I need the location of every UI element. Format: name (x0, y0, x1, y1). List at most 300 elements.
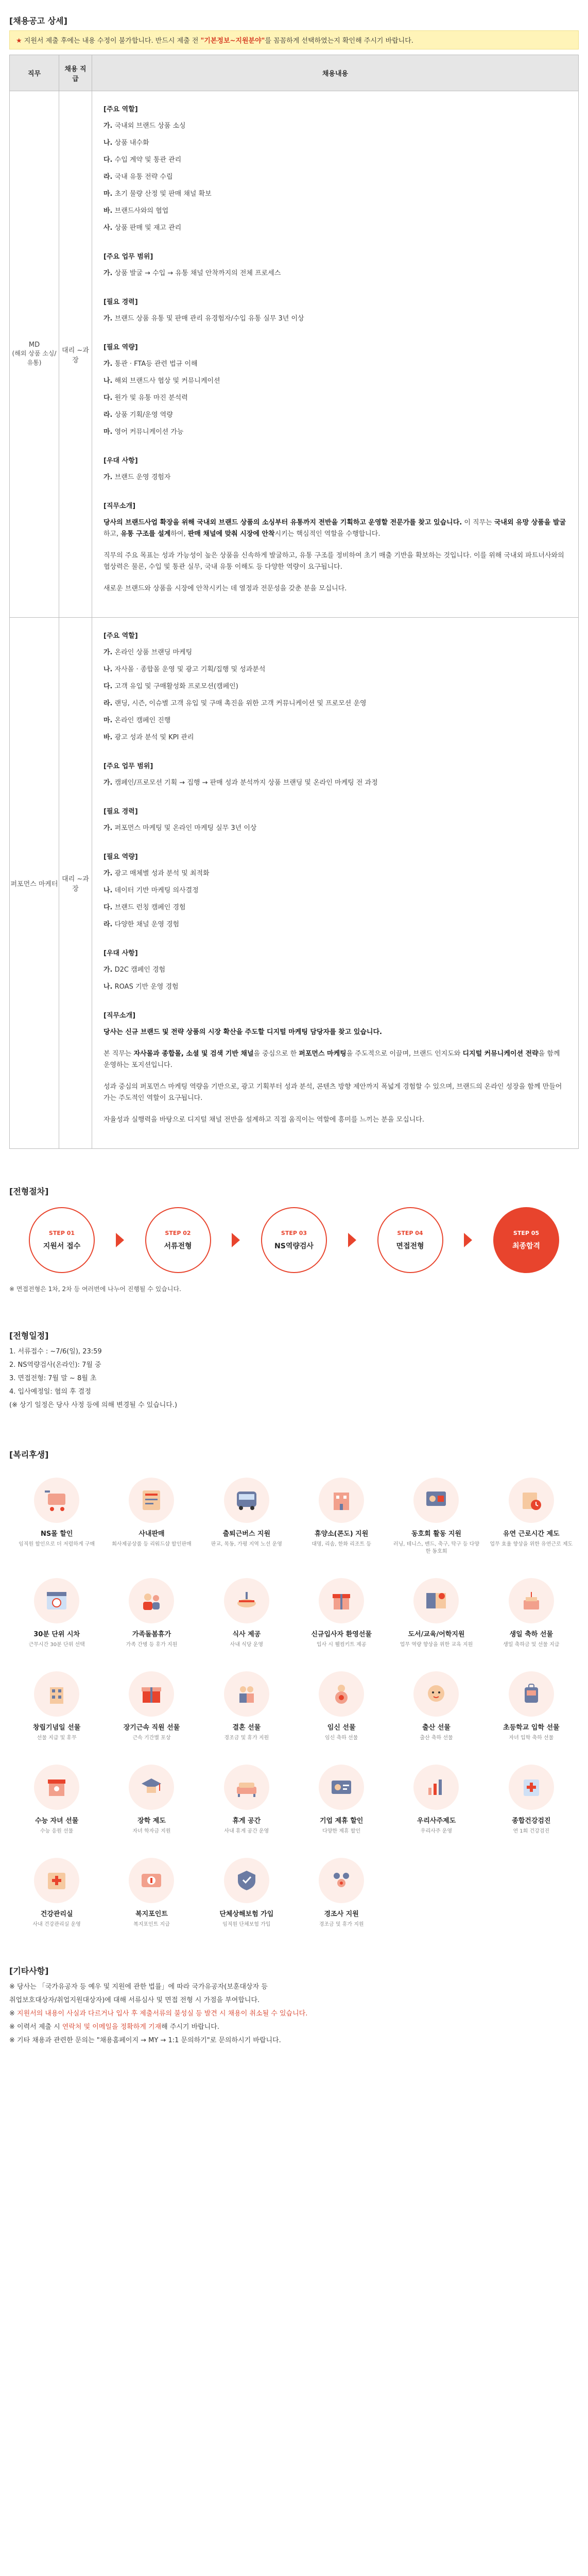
process-step (145, 1207, 211, 1273)
benefit-title: 동호회 활동 지원 (411, 1530, 461, 1538)
benefit-desc: 자녀 학자금 지원 (132, 1828, 171, 1834)
benefit-item (104, 1671, 199, 1742)
notice-text-post: 를 꼼꼼하게 선택하였는지 확인해 주시기 바랍니다. (265, 37, 413, 45)
benefit-title: 출산 선물 (422, 1724, 451, 1732)
benefit-title: 도서/교육/어학지원 (408, 1631, 465, 1638)
benefit-desc: 경조금 및 휴가 지원 (319, 1922, 364, 1927)
benefit-desc: 가족 간병 등 휴가 지원 (126, 1642, 178, 1648)
notice-star-icon: ★ (16, 37, 22, 45)
paragraph-segment: 을 주도적으로 이끌며, 브랜드 인지도와 (346, 1050, 463, 1058)
benefit-desc: 근속 기간별 포상 (132, 1735, 171, 1741)
benefit-title: 장기근속 직원 선물 (123, 1724, 180, 1732)
paragraph-segment: 새로운 브랜드와 상품을 시장에 안착시키는 데 열정과 전문성을 갖춘 분을 모십니다. (103, 585, 347, 592)
paragraph-segment: 하여, (170, 530, 188, 538)
detail-block (103, 500, 567, 595)
detail-item-key: 가. (103, 315, 113, 323)
header-rank: 채용 직급 (59, 55, 92, 91)
detail-item (103, 189, 567, 199)
detail-item (103, 964, 567, 975)
benefit-title: 우리사주제도 (417, 1817, 456, 1825)
detail-item-key: 나. (103, 983, 113, 991)
benefit-title: 신규입사자 환영선물 (311, 1631, 372, 1638)
header-role: 직무 (10, 55, 59, 91)
detail-block-title: [직무소개] (103, 502, 136, 510)
detail-item-text: 온라인 캠페인 진행 (114, 717, 171, 724)
benefit-desc: 생일 축하금 및 선물 지급 (503, 1642, 560, 1648)
benefit-desc: 출산 축하 선물 (420, 1735, 453, 1741)
shopping-cart-icon (34, 1478, 79, 1523)
job-row (10, 91, 579, 618)
job-rank: 대리 ~과장 (59, 91, 92, 618)
bus-icon (224, 1478, 269, 1523)
benefit-desc: 경조금 및 휴가 지원 (224, 1735, 269, 1741)
benefit-desc: 선물 지급 및 휴무 (37, 1735, 77, 1741)
benefit-title: 식사 제공 (232, 1631, 261, 1638)
process-step-number: STEP 05 (513, 1229, 540, 1236)
scholarship-icon (129, 1765, 174, 1810)
detail-item-text: 온라인 상품 브랜딩 마케팅 (114, 649, 193, 656)
benefit-title: 기업 제휴 할인 (319, 1817, 364, 1825)
job-table-header-row (10, 55, 579, 91)
detail-block-title: [필요 역량] (103, 853, 138, 861)
process-step-label: 최종합격 (512, 1242, 541, 1250)
wedding-icon (224, 1671, 269, 1717)
detail-paragraph (103, 1048, 567, 1071)
benefit-title: NS몰 할인 (40, 1530, 73, 1538)
detail-item-text: 고객 유입 및 구매활성화 프로모션(캠페인) (114, 683, 238, 690)
etc-item (9, 2034, 579, 2047)
paragraph-segment: 이 직무는 (462, 519, 494, 527)
etc-list (9, 1980, 579, 2047)
lounge-icon (224, 1765, 269, 1810)
etc-item-pre: ※ (9, 2010, 18, 2018)
detail-item (103, 359, 567, 369)
arrow-right-icon (116, 1233, 124, 1247)
benefit-item (389, 1671, 483, 1742)
detail-item-text: 영어 커뮤니케이션 가능 (114, 428, 184, 436)
benefit-item (9, 1765, 104, 1835)
detail-item-key: 라. (103, 700, 113, 707)
process-step (29, 1207, 95, 1273)
detail-block-title: [주요 역할] (103, 106, 138, 113)
process-step-label: 지원서 접수 (43, 1242, 81, 1250)
schedule-item: 1. 서류접수 : ~7/6(일), 23:59 (9, 1348, 102, 1355)
detail-block-title: [주요 역할] (103, 632, 138, 640)
arrow-right-icon (348, 1233, 356, 1247)
benefit-item (294, 1858, 389, 1928)
benefit-item (294, 1765, 389, 1835)
benefit-desc: 자녀 입학 축하 선물 (509, 1735, 554, 1741)
detail-block-title: [우대 사항] (103, 950, 138, 957)
detail-item (103, 664, 567, 675)
job-role-cell (10, 91, 59, 618)
welfare-point-icon (129, 1858, 174, 1903)
process-step-number: STEP 04 (397, 1229, 423, 1236)
detail-item-text: 광고 성과 분석 및 KPI 관리 (114, 734, 194, 741)
detail-item-text: 상품 판매 및 재고 관리 (114, 224, 182, 232)
paragraph-segment: 당사는 신규 브랜드 및 전략 상품의 시장 확산을 주도할 디지털 마케팅 담당자를 찾고 있습니다. (103, 1028, 382, 1036)
detail-item (103, 981, 567, 992)
benefit-desc: 대명, 리솜, 한화 리조트 등 (312, 1541, 371, 1547)
detail-item (103, 919, 567, 930)
detail-item (103, 223, 567, 233)
detail-item-key: 다. (103, 904, 113, 911)
detail-item (103, 427, 567, 437)
birthday-cake-icon (509, 1578, 554, 1623)
schedule-item: 3. 면접전형: 7월 말 ~ 8월 초 (9, 1375, 97, 1382)
benefit-desc: 연 1회 건강검진 (513, 1828, 550, 1834)
etc-title: [기타사항] (9, 1966, 49, 1976)
detail-item (103, 732, 567, 743)
detail-item-text: 브랜드사와의 협업 (114, 207, 169, 215)
benefit-item (389, 1765, 483, 1835)
family-care-icon (129, 1578, 174, 1623)
process-step-number: STEP 01 (48, 1229, 75, 1236)
job-detail (92, 618, 579, 1149)
benefit-desc: 우리사주 운영 (420, 1828, 453, 1834)
detail-item-text: 광고 매체별 성과 분석 및 최적화 (114, 870, 210, 877)
detail-item-text: 다양한 채널 운영 경험 (114, 921, 180, 928)
detail-item (103, 393, 567, 403)
detail-item (103, 376, 567, 386)
job-role: 퍼포먼스 마케터 (10, 880, 58, 888)
benefit-item (389, 1478, 483, 1555)
benefit-desc: 입사 시 웰컴키트 제공 (316, 1642, 367, 1648)
paragraph-segment: 을 중심으로 한 (253, 1050, 299, 1058)
benefit-title: 창립기념일 선물 (32, 1724, 81, 1732)
detail-item-key: 가. (103, 269, 113, 277)
detail-item (103, 777, 567, 788)
detail-item-text: 상품 기획/운영 역량 (114, 411, 173, 419)
etc-item-em: 연락처 및 이메일을 정확하게 기재 (62, 2023, 162, 2031)
job-detail (92, 91, 579, 618)
detail-item (103, 885, 567, 896)
schedule-section (9, 1329, 579, 1412)
etc-item-em: 지원서의 내용이 사실과 다르거나 입사 후 제출서류의 불성실 등 발견 시 채용이 취소될 수 있습니다. (17, 2010, 308, 2018)
job-rank: 대리 ~과장 (59, 618, 92, 1149)
detail-item-key: 라. (103, 921, 113, 928)
exam-gift-icon (34, 1765, 79, 1810)
family-event-icon (319, 1858, 364, 1903)
detail-item-text: 통관 · FTA등 관련 법규 이해 (114, 360, 198, 368)
detail-paragraph (103, 1081, 567, 1104)
benefit-item (9, 1858, 104, 1928)
benefit-title: 30분 단위 시차 (33, 1631, 80, 1638)
benefit-title: 단체상해보험 가입 (219, 1910, 274, 1918)
school-bag-icon (509, 1671, 554, 1717)
benefit-item (9, 1671, 104, 1742)
benefit-title: 휴양소(콘도) 지원 (314, 1530, 369, 1538)
detail-paragraph (103, 1114, 567, 1126)
baby-icon (413, 1671, 459, 1717)
detail-item-text: 상품 내수화 (114, 139, 149, 147)
detail-item (103, 172, 567, 182)
pregnancy-icon (319, 1671, 364, 1717)
job-role: MD (28, 341, 40, 349)
benefit-desc: 회사제공상품 등 리워드샵 할인판매 (112, 1541, 192, 1547)
calendar-clock-icon (34, 1578, 79, 1623)
detail-block (103, 296, 567, 324)
detail-paragraph (103, 583, 567, 595)
detail-block (103, 851, 567, 930)
detail-item (103, 121, 567, 131)
detail-item (103, 868, 567, 879)
detail-item-text: 수입 계약 및 통관 관리 (114, 156, 182, 164)
notice-bar (9, 30, 579, 49)
process-step-label: NS역량검사 (274, 1242, 314, 1250)
detail-item-key: 가. (103, 966, 113, 974)
benefit-desc: 사내 식당 운영 (230, 1642, 263, 1648)
paragraph-segment: 자사몰과 종합몰, 소셜 및 검색 기반 채널 (133, 1050, 254, 1058)
detail-item (103, 902, 567, 913)
schedule-title: [전형일정] (9, 1331, 49, 1341)
detail-item-key: 가. (103, 360, 113, 368)
welcome-gift-icon (319, 1578, 364, 1623)
detail-block-title: [주요 업무 범위] (103, 762, 153, 770)
benefit-title: 장학 제도 (137, 1817, 166, 1825)
detail-block (103, 630, 567, 743)
insurance-icon (224, 1858, 269, 1903)
benefit-item (484, 1765, 579, 1835)
resort-building-icon (319, 1478, 364, 1523)
detail-item-text: D2C 캠페인 경험 (114, 966, 166, 974)
etc-item (9, 1994, 579, 2007)
benefit-title: 복지포인트 (135, 1910, 168, 1918)
detail-item-key: 가. (103, 870, 113, 877)
club-activity-icon (413, 1478, 459, 1523)
benefit-title: 출퇴근버스 지원 (222, 1530, 271, 1538)
job-role-cell (10, 618, 59, 1149)
benefit-desc: 러닝, 테니스, 밴드, 축구, 탁구 등 다양한 동호회 (393, 1541, 479, 1554)
etc-item (9, 2007, 579, 2021)
benefit-desc: 임직원 할인으로 더 저렴하게 구매 (19, 1541, 95, 1547)
detail-block (103, 806, 567, 834)
detail-block-title: [필요 경력] (103, 298, 138, 306)
benefit-title: 건강관리실 (40, 1910, 73, 1918)
health-checkup-icon (509, 1765, 554, 1810)
paragraph-segment: 본 직무는 (103, 1050, 134, 1058)
benefit-title: 임신 선물 (327, 1724, 356, 1732)
detail-item (103, 472, 567, 483)
header-detail: 채용내용 (92, 55, 579, 91)
detail-item-key: 바. (103, 734, 113, 741)
benefit-desc: 수능 응원 선물 (40, 1828, 74, 1834)
benefit-item (389, 1578, 483, 1649)
benefits-title: [복리후생] (9, 1450, 49, 1460)
benefit-item (9, 1478, 104, 1555)
benefit-desc: 임신 축하 선물 (324, 1735, 358, 1741)
benefit-title: 생일 축하 선물 (509, 1631, 554, 1638)
detail-block-title: [필요 역량] (103, 344, 138, 351)
process-step-label: 면접전형 (396, 1242, 424, 1250)
paragraph-segment: 퍼포먼스 마케팅 (299, 1050, 347, 1058)
benefit-desc: 업무 효율 향상을 위한 유연근로 제도 (490, 1541, 573, 1547)
paragraph-segment: 국내외 유망 상품을 발굴 (494, 519, 566, 527)
detail-block (103, 104, 567, 233)
benefit-item (199, 1478, 294, 1555)
benefit-item (9, 1578, 104, 1649)
detail-block-title: [직무소개] (103, 1012, 136, 1020)
process-title: [전형절차] (9, 1187, 49, 1196)
benefit-item (294, 1671, 389, 1742)
detail-item-key: 다. (103, 156, 113, 164)
paragraph-segment: 유통 구조를 설계 (120, 530, 171, 538)
detail-item (103, 410, 567, 420)
benefit-item (484, 1478, 579, 1555)
benefit-desc: 사내 휴게 공간 운영 (224, 1828, 269, 1834)
etc-item (9, 1980, 579, 1994)
etc-item-pre: 취업보호대상자/취업지원대상자)에 대해 서류심사 및 면접 전형 시 가점을 부여합니다. (9, 1996, 260, 2004)
arrow-right-icon (232, 1233, 240, 1247)
detail-item-text: 국내 유통 전략 수립 (114, 173, 173, 181)
sale-board-icon (129, 1478, 174, 1523)
stock-icon (413, 1765, 459, 1810)
detail-block-title: [주요 업무 범위] (103, 253, 153, 261)
detail-block-title: [필요 경력] (103, 808, 138, 816)
detail-item-key: 가. (103, 779, 113, 787)
detail-item-text: 원가 및 유통 마진 분석력 (114, 394, 188, 402)
benefit-title: 수능 자녀 선물 (34, 1817, 79, 1825)
schedule-item: 2. NS역량검사(온라인): 7월 중 (9, 1361, 101, 1369)
detail-block-title: [우대 사항] (103, 457, 138, 465)
benefits-section (9, 1448, 579, 1928)
notice-text-em: "기본정보~지원분야" (200, 37, 265, 45)
process-note: ※ 면접전형은 1차, 2차 등 여러번에 나누어 진행될 수 있습니다. (9, 1285, 181, 1293)
arrow-right-icon (464, 1233, 472, 1247)
etc-section (9, 1964, 579, 2047)
flexible-time-icon (509, 1478, 554, 1523)
detail-item-text: 퍼포먼스 마케팅 및 온라인 마케팅 실무 3년 이상 (114, 824, 257, 832)
detail-item-key: 나. (103, 377, 113, 385)
benefit-desc: 다양한 제휴 할인 (322, 1828, 361, 1834)
benefit-item (199, 1858, 294, 1928)
benefit-desc: 임직원 단체보험 가입 (222, 1922, 271, 1927)
job-row (10, 618, 579, 1149)
detail-item-text: 해외 브랜드사 협상 및 커뮤니케이션 (114, 377, 220, 385)
benefit-item (199, 1578, 294, 1649)
detail-item-key: 다. (103, 394, 113, 402)
benefit-desc: 사내 건강관리실 운영 (32, 1922, 81, 1927)
meal-icon (224, 1578, 269, 1623)
benefit-item (294, 1478, 389, 1555)
detail-block (103, 1010, 567, 1126)
long-service-icon (129, 1671, 174, 1717)
detail-item (103, 698, 567, 709)
benefit-desc: 복지포인트 지급 (133, 1922, 170, 1927)
process-step (261, 1207, 327, 1273)
paragraph-segment: 하고, (103, 530, 121, 538)
detail-item-text: 국내외 브랜드 상품 소싱 (114, 122, 186, 130)
detail-item-text: 브랜드 런칭 캠페인 경험 (114, 904, 186, 911)
job-section (9, 14, 579, 1149)
benefit-title: 가족돌봄휴가 (132, 1631, 171, 1638)
detail-paragraph (103, 1027, 567, 1038)
detail-item (103, 647, 567, 658)
detail-paragraph (103, 550, 567, 573)
process-step (377, 1207, 443, 1273)
process-step-label: 서류전형 (164, 1242, 192, 1250)
schedule-item: 4. 입사예정일: 협의 후 결정 (9, 1388, 91, 1396)
detail-item-text: 랜딩, 시즌, 이슈별 고객 유입 및 구매 촉진을 위한 고객 커뮤니케이션 및 프로모션 운영 (114, 700, 367, 707)
benefit-title: 휴게 공간 (232, 1817, 261, 1825)
detail-item (103, 138, 567, 148)
detail-item-text: 데이터 기반 마케팅 의사결정 (114, 887, 199, 894)
paragraph-segment: 판매 채널에 맞춰 시장에 안착 (187, 530, 275, 538)
detail-item (103, 268, 567, 279)
detail-item (103, 155, 567, 165)
detail-item-text: 브랜드 운영 경험자 (114, 473, 171, 481)
benefit-title: 초등학교 입학 선물 (503, 1724, 560, 1732)
benefit-item (199, 1765, 294, 1835)
detail-item-text: 자사몰 · 종합몰 운영 및 광고 기획/집행 및 성과분석 (114, 666, 266, 673)
benefit-title: 결혼 선물 (232, 1724, 261, 1732)
detail-block (103, 455, 567, 483)
detail-item-key: 가. (103, 122, 113, 130)
detail-block (103, 342, 567, 437)
detail-item-key: 마. (103, 190, 113, 198)
detail-item-key: 가. (103, 824, 113, 832)
detail-item (103, 206, 567, 216)
benefit-desc: 근무시간 30분 단위 선택 (28, 1642, 85, 1648)
detail-item-key: 가. (103, 649, 113, 656)
job-role-sub: (해외 상품 소싱/유통) (12, 350, 57, 366)
benefit-desc: 업무 역량 향상을 위한 교육 지원 (400, 1642, 473, 1648)
benefit-title: 사내판매 (139, 1530, 165, 1538)
benefit-item (199, 1671, 294, 1742)
paragraph-segment: 당사의 브랜드사업 확장을 위해 국내외 브랜드 상품의 소싱부터 유통까지 전반을 기획하고 운영할 전문가를 찾고 있습니다. (103, 519, 462, 527)
benefit-title: 경조사 지원 (324, 1910, 359, 1918)
etc-item (9, 2021, 579, 2034)
partnership-icon (319, 1765, 364, 1810)
schedule-item: (※ 상기 일정은 당사 사정 등에 의해 변경될 수 있습니다.) (9, 1401, 178, 1409)
detail-item-key: 나. (103, 666, 113, 673)
detail-item (103, 715, 567, 726)
benefit-item (484, 1578, 579, 1649)
detail-paragraph (103, 517, 567, 540)
detail-item-key: 다. (103, 683, 113, 690)
detail-item-text: 상품 발굴 → 수입 → 유통 채널 안착까지의 전체 프로세스 (114, 269, 281, 277)
paragraph-segment: 을 함께 운영하는 포지션입니다. (103, 1050, 560, 1069)
detail-item-key: 나. (103, 139, 113, 147)
etc-item-pre: ※ 기타 채용과 관련한 문의는 "채용홈페이지 → MY → 1:1 문의하기"로 문의하시기 바랍니다. (9, 2037, 281, 2044)
detail-item-text: 캠페인/프로모션 기획 → 집행 → 판매 성과 분석까지 상품 브랜딩 및 온라인 마케팅 전 과정 (114, 779, 378, 787)
process-step (493, 1207, 559, 1273)
detail-item-key: 가. (103, 473, 113, 481)
detail-item-text: 브랜드 상품 유통 및 판매 관리 유경험자/수입 유통 실무 3년 이상 (114, 315, 304, 323)
detail-item-text: ROAS 기반 운영 경험 (114, 983, 179, 991)
etc-item-pre: ※ 이력서 제출 시 (9, 2023, 62, 2031)
schedule-list (9, 1345, 579, 1412)
paragraph-segment: 시키는 핵심적인 역할을 수행합니다. (274, 530, 381, 538)
benefit-item (104, 1765, 199, 1835)
paragraph-segment: 직무의 주요 목표는 성과 가능성이 높은 상품을 신속하게 발굴하고, 유통 구조를 정비하여 초기 매출 기반을 확보하는 것입니다. 이를 위해 국내외 파트너사와의 협상력은 물론, 수입 및 통관 실무, 국내 유통 이해도 등 다양한 역량이 요구됩니다. (103, 552, 564, 571)
benefit-item (294, 1578, 389, 1649)
detail-item-key: 마. (103, 717, 113, 724)
job-table (9, 55, 579, 1149)
benefit-title: 종합건강검진 (512, 1817, 551, 1825)
etc-item-post: 해 주시기 바랍니다. (161, 2023, 219, 2031)
detail-item-key: 나. (103, 887, 113, 894)
paragraph-segment: 자율성과 실행력을 바탕으로 디지털 채널 전반을 설계하고 직접 움직이는 역할에 흥미를 느끼는 분을 모십니다. (103, 1116, 424, 1124)
process-steps (9, 1207, 579, 1273)
health-room-icon (34, 1858, 79, 1903)
detail-block (103, 251, 567, 279)
detail-item (103, 823, 567, 834)
detail-item-key: 마. (103, 428, 113, 436)
detail-item-key: 라. (103, 173, 113, 181)
notice-text-pre: 지원서 제출 후에는 내용 수정이 불가합니다. 반드시 제출 전 (24, 37, 201, 45)
detail-item-text: 초기 물량 산정 및 판매 채널 확보 (114, 190, 212, 198)
